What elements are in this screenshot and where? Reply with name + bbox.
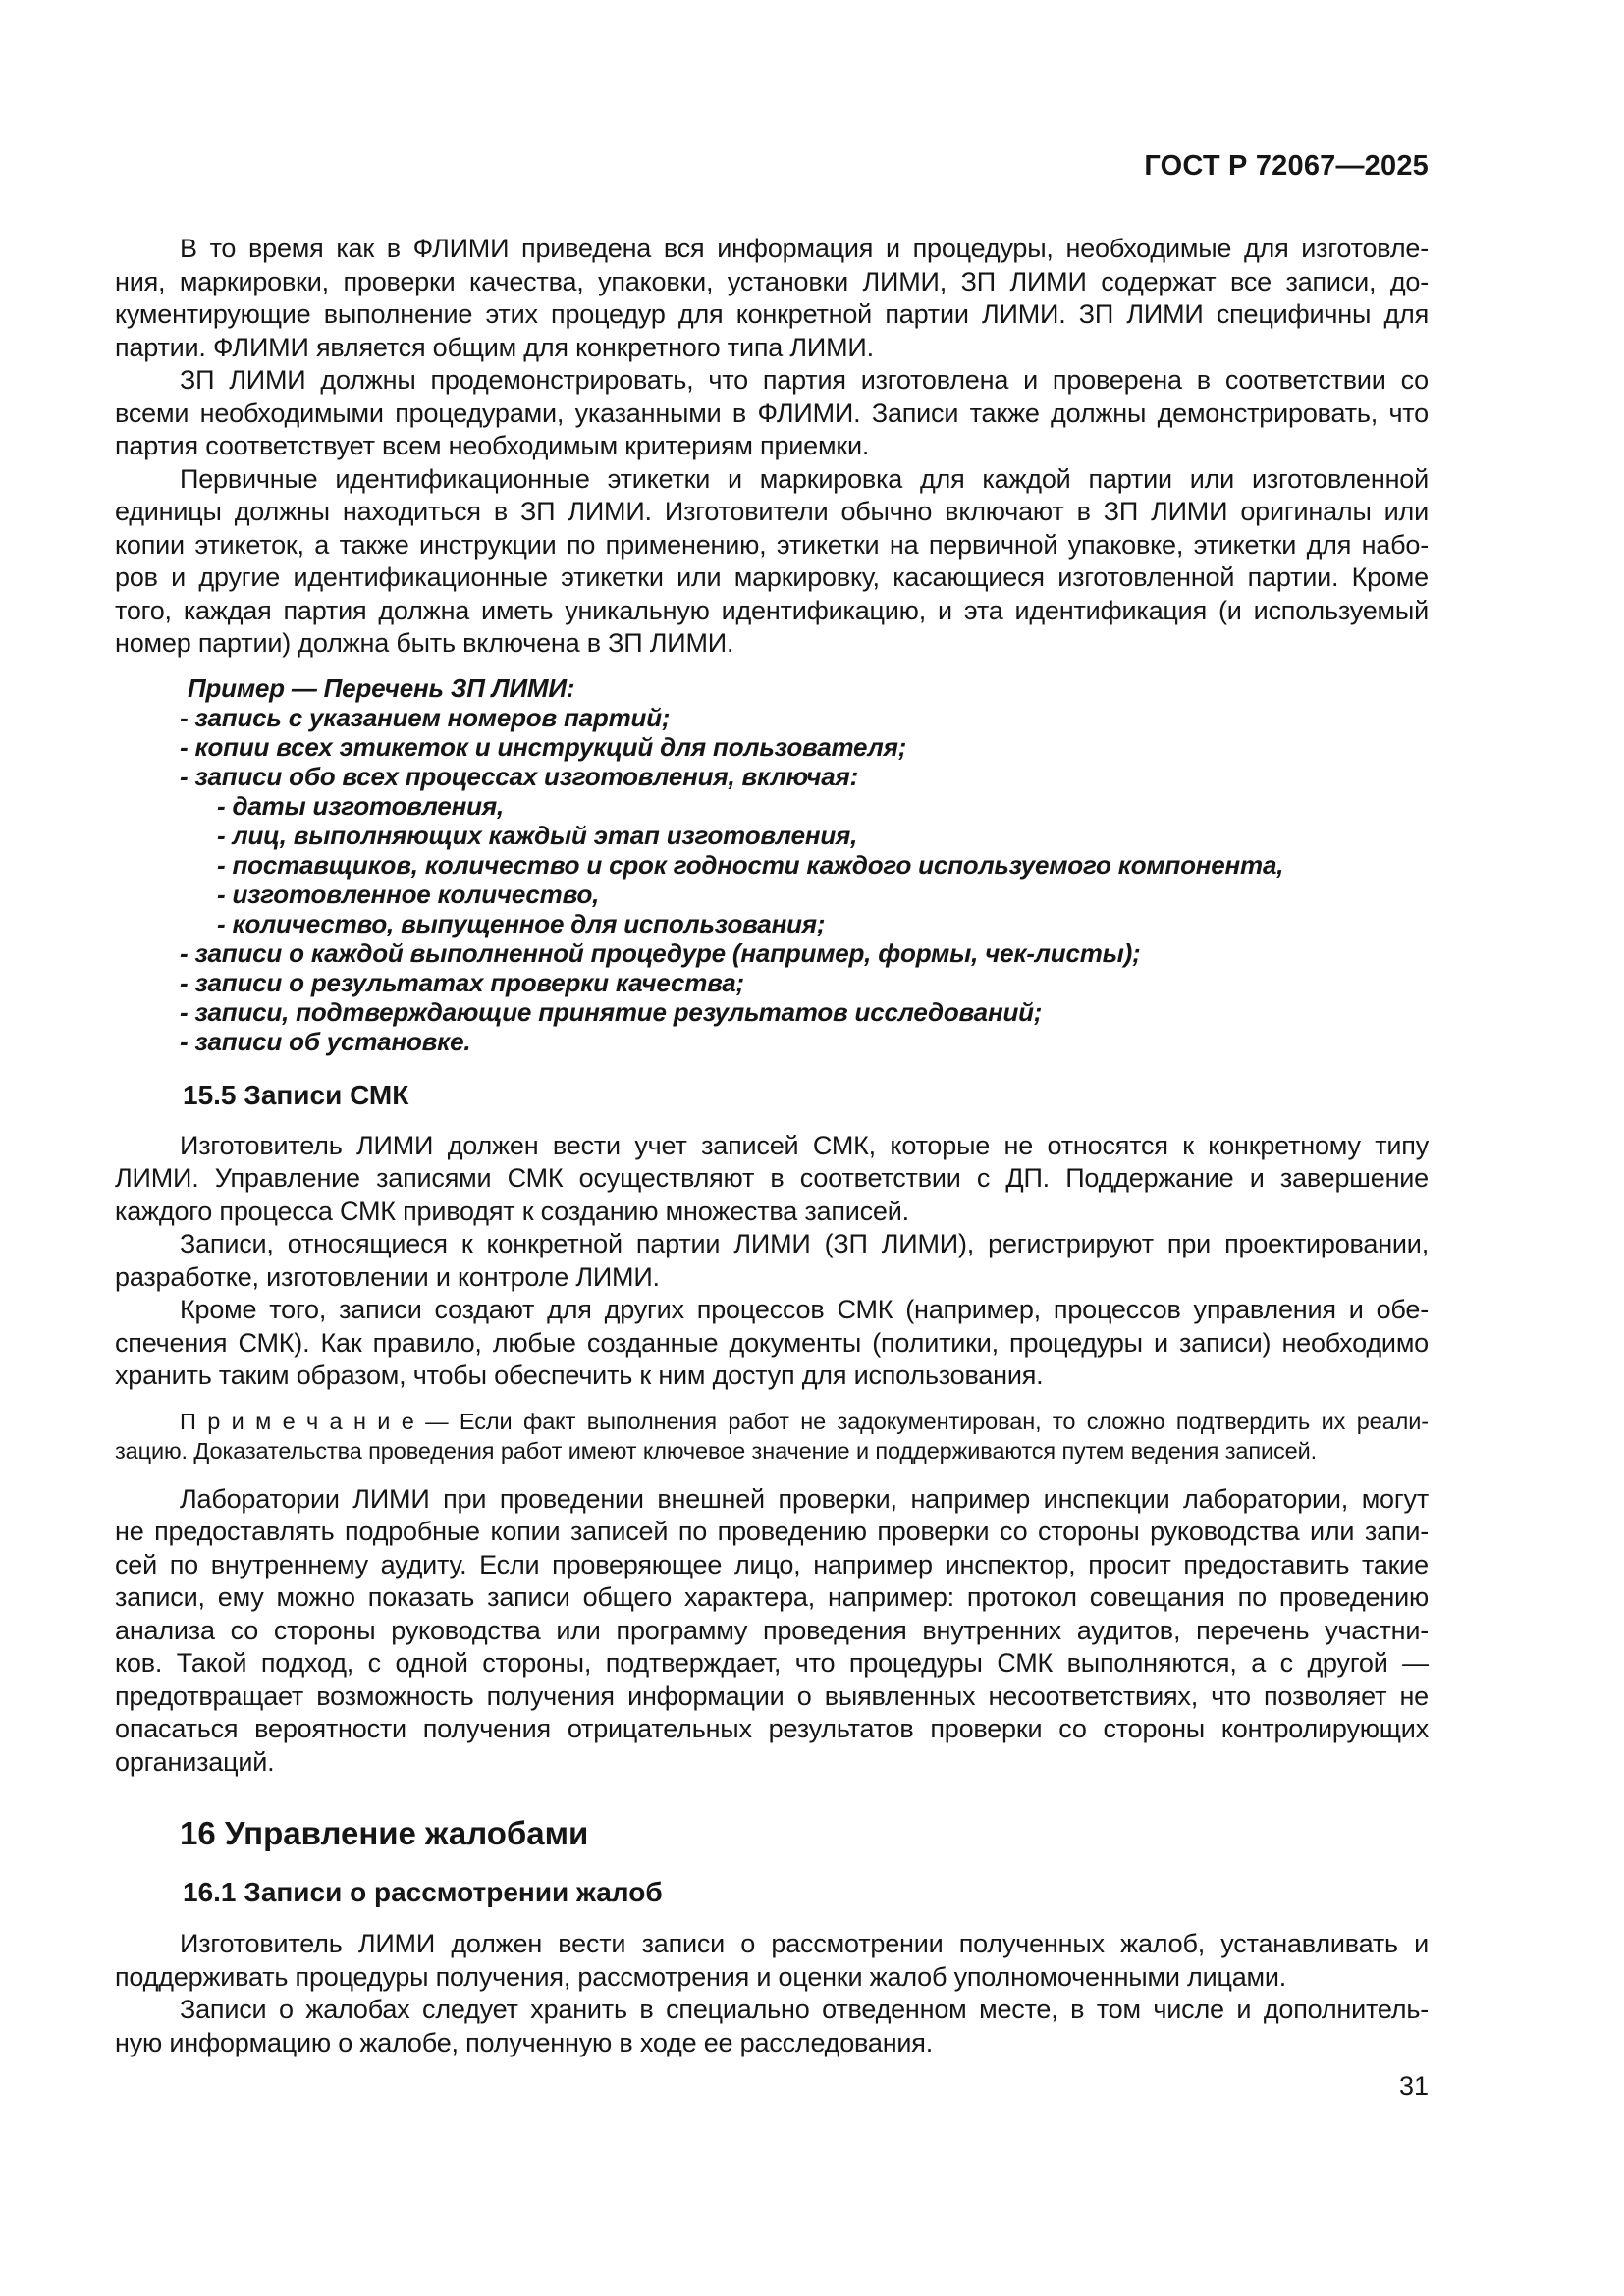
example-list-item: - количество, выпущенное для использования; xyxy=(217,908,826,938)
note-block xyxy=(115,1407,1429,1466)
paragraph-line: разработке, изготовлении и контроле ЛИМИ. xyxy=(115,1261,660,1292)
paragraph-line: Записи, относящиеся к конкретной партии ЛИМИ (ЗП ЛИМИ), регистрируют при проектировании, xyxy=(180,1229,1429,1258)
paragraph-line: ную информацию о жалобе, полученную в ходе ее расследования. xyxy=(115,2027,934,2057)
paragraph-line: ЗП ЛИМИ должны продемонстрировать, что партия изготовлена и проверена в соответствии со xyxy=(180,365,1429,395)
paragraph xyxy=(115,1228,1429,1294)
paragraph-line: опасаться вероятности получения отрицательных результатов проверки со стороны контролирующих xyxy=(115,1714,1429,1743)
paragraph xyxy=(115,1928,1429,1994)
paragraph-line: Записи о жалобах следует хранить в специально отведенном месте, в том числе и дополнитель- xyxy=(180,1995,1429,2024)
section-heading: 16 Управление жалобами xyxy=(180,1815,589,1851)
paragraph xyxy=(115,364,1429,463)
example-list-item: - лиц, выполняющих каждый этап изготовления, xyxy=(217,820,858,850)
paragraph-line: поддерживать процедуры получения, рассмотрения и оценки жалоб уполномоченными лицами. xyxy=(115,1961,1287,1992)
running-header: ГОСТ Р 72067—2025 xyxy=(1144,150,1429,182)
example-list-item: - изготовленное количество, xyxy=(217,879,600,909)
paragraph-line: партии. ФЛИМИ является общим для конкретного типа ЛИМИ. xyxy=(115,332,874,362)
example-list-item: - записи об установке. xyxy=(180,1026,471,1056)
paragraph-line: Изготовитель ЛИМИ должен вести учет записей СМК, которые не относятся к конкретному типу xyxy=(180,1130,1429,1160)
paragraph-line: всеми необходимыми процедурами, указанными в ФЛИМИ. Записи также должны демонстрировать, что xyxy=(115,398,1429,428)
paragraph-line: В то время как в ФЛИМИ приведена вся информация и процедуры, необходимые для изготовле- xyxy=(180,234,1429,263)
paragraph-line: ров и другие идентификационные этикетки или маркировку, касающиеся изготовленной партии. Кроме xyxy=(115,562,1429,592)
paragraph-line: сей по внутреннему аудиту. Если проверяющее лицо, например инспектор, просит предоставить такие xyxy=(115,1549,1429,1579)
paragraph-line: номер партии) должна быть включена в ЗП ЛИМИ. xyxy=(115,628,734,658)
note-line: зацию. Доказательства проведения работ имеют ключевое значение и поддерживаются путем ведения записей. xyxy=(115,1437,1318,1464)
paragraph-line: записи, ему можно показать записи общего характера, например: протокол совещания по проведению xyxy=(115,1582,1429,1612)
example-list-item: - записи о результатах проверки качества; xyxy=(180,967,745,997)
document-body xyxy=(115,233,1429,2059)
example-list-item: - даты изготовления, xyxy=(217,790,504,821)
paragraph-line: анализа со стороны руководства или программу проведения внутренних аудитов, перечень участни- xyxy=(115,1615,1429,1645)
paragraph-line: Лаборатории ЛИМИ при проведении внешней проверки, например инспекции лаборатории, могут xyxy=(180,1483,1429,1514)
example-list-item: - записи, подтверждающие принятие результатов исследований; xyxy=(180,996,1043,1027)
paragraph-line: Кроме того, записи создают для других процессов СМК (например, процессов управления и обе- xyxy=(180,1295,1429,1324)
paragraph-line: предотвращает возможность получения информации о выявленных несоответствиях, что позволяет не xyxy=(115,1681,1429,1711)
paragraph-line: каждого процесса СМК приводят к созданию множества записей. xyxy=(115,1196,909,1226)
paragraph xyxy=(115,1994,1429,2059)
paragraph-line: партия соответствует всем необходимым критериям приемки. xyxy=(115,431,870,460)
paragraph-line: хранить таким образом, чтобы обеспечить к ним доступ для использования. xyxy=(115,1361,1044,1390)
paragraph xyxy=(115,1294,1429,1393)
example-list-item: - запись с указанием номеров партий; xyxy=(180,702,671,732)
paragraph-line: единицы должны находиться в ЗП ЛИМИ. Изготовители обычно включают в ЗП ЛИМИ оригиналы или xyxy=(115,497,1429,526)
example-block xyxy=(115,673,1429,1056)
note-line: П р и м е ч а н и е — Если факт выполнения работ не задокументирован, то сложно подтвердить их реали- xyxy=(180,1408,1429,1434)
paragraph-line: организаций. xyxy=(115,1746,275,1777)
subsection-heading: 16.1 Записи о рассмотрении жалоб xyxy=(183,1877,663,1907)
paragraph-line: ния, маркировки, проверки качества, упаковки, установки ЛИМИ, ЗП ЛИМИ содержат все записи, до- xyxy=(115,266,1429,296)
page-number: 31 xyxy=(1398,2071,1429,2101)
paragraph-line: не предоставлять подробные копии записей по проведению проверки со стороны руководства или запи- xyxy=(115,1517,1429,1546)
paragraph-line: спечения СМК). Как правило, любые созданные документы (политики, процедуры и записи) необходимо xyxy=(115,1327,1429,1358)
example-heading: Пример — Перечень ЗП ЛИМИ: xyxy=(188,672,575,703)
example-list-item: - записи о каждой выполненной процедуре (например, формы, чек-листы); xyxy=(180,937,1141,968)
example-list-item: - записи обо всех процессах изготовления, включая: xyxy=(180,761,859,791)
paragraph-line: Изготовитель ЛИМИ должен вести записи о рассмотрении полученных жалоб, устанавливать и xyxy=(180,1929,1429,1958)
paragraph-line: Первичные идентификационные этикетки и маркировка для каждой партии или изготовленной xyxy=(180,463,1429,494)
paragraph xyxy=(115,463,1429,661)
paragraph-line: копии этикеток, а также инструкции по применению, этикетки на первичной упаковке, этикетки для набо- xyxy=(115,529,1429,560)
paragraph-line: того, каждая партия должна иметь уникальную идентификацию, и эта идентификация (и используемый xyxy=(115,595,1429,625)
paragraph-line: кументирующие выполнение этих процедур для конкретной партии ЛИМИ. ЗП ЛИМИ специфичны для xyxy=(115,299,1429,329)
subsection-heading: 15.5 Записи СМК xyxy=(183,1079,409,1110)
paragraph xyxy=(115,1483,1429,1780)
paragraph xyxy=(115,233,1429,364)
example-list-item: - копии всех этикеток и инструкций для пользователя; xyxy=(180,731,907,762)
paragraph-line: ЛИМИ. Управление записями СМК осуществляют в соответствии с ДП. Поддержание и завершение xyxy=(115,1163,1429,1193)
example-list-item: - поставщиков, количество и срок годности каждого используемого компонента, xyxy=(217,849,1284,880)
paragraph xyxy=(115,1130,1429,1229)
paragraph-line: ков. Такой подход, с одной стороны, подтверждает, что процедуры СМК выполняются, а с другой — xyxy=(115,1648,1429,1678)
